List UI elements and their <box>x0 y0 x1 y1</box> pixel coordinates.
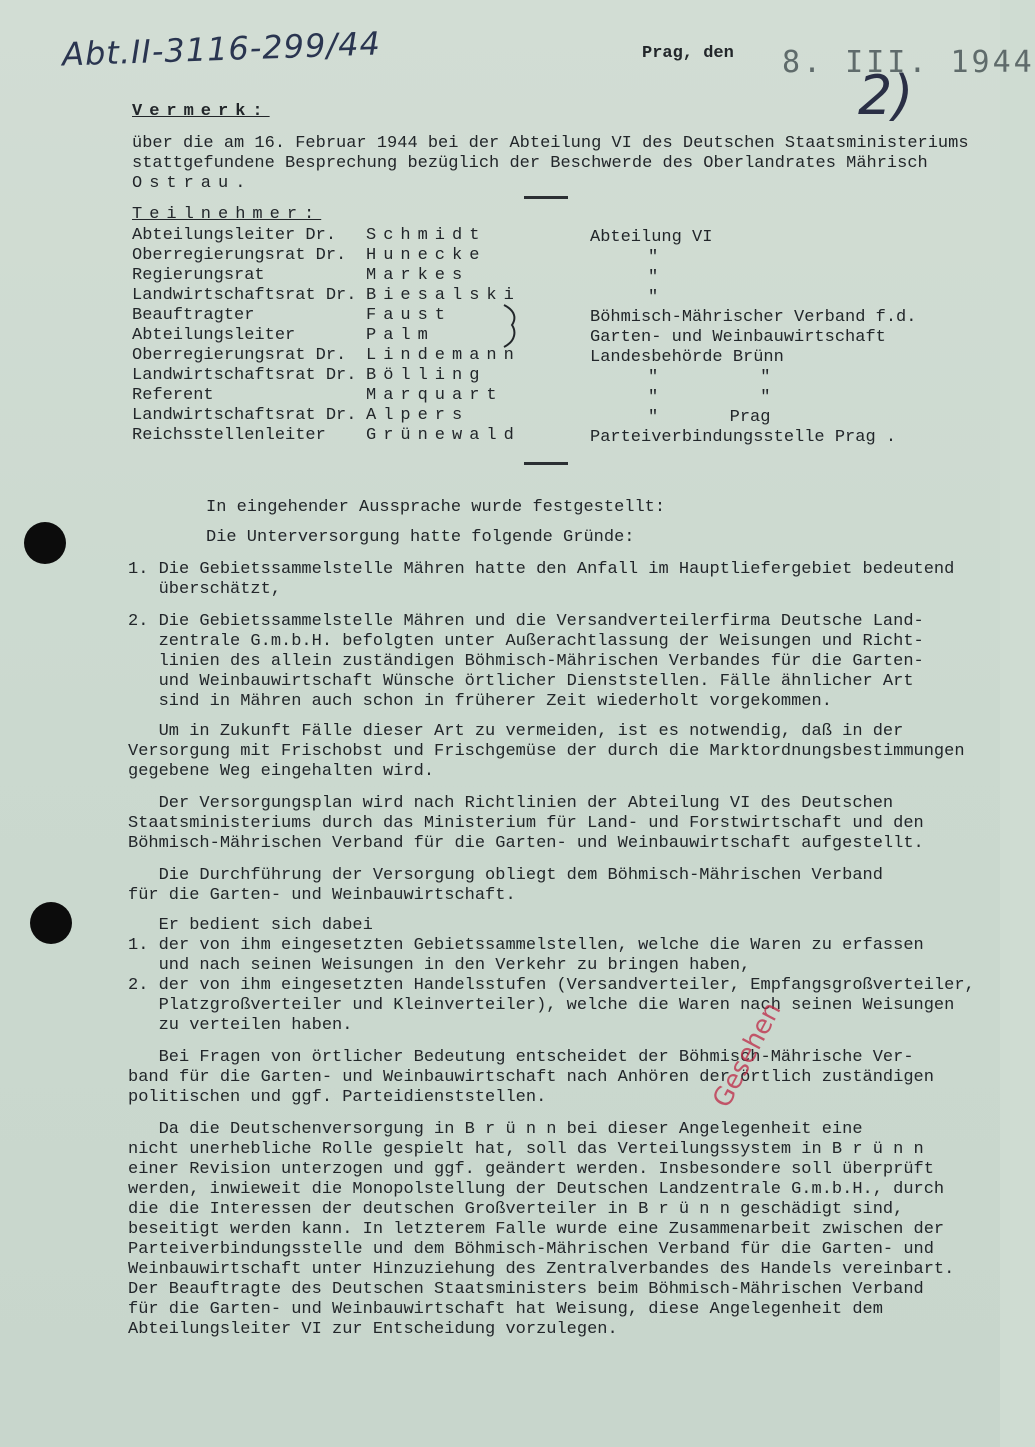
paragraph-line: für die Garten- und Weinbauwirtschaft hat Weisung, diese Angelegenheit dem <box>128 1300 883 1319</box>
participant-name: Grünewald <box>366 426 521 445</box>
participant-title: Abteilungsleiter Dr. <box>132 226 337 245</box>
participant-title: Landwirtschaftsrat Dr. <box>132 406 357 425</box>
participant-office: Garten- und Weinbauwirtschaft <box>590 328 886 347</box>
paragraph-line: politischen und ggf. Parteidienststellen. <box>128 1088 547 1107</box>
participant-name: Schmidt <box>366 226 487 245</box>
divider-2 <box>524 462 568 465</box>
paragraph-line: Weinbauwirtschaft unter Hinzuziehung des Zentralverbandes des Handels vereinbart. <box>128 1260 955 1279</box>
paragraph-line: Parteiverbindungsstelle und dem Böhmisch-Mährischen Verband für die Garten- und <box>128 1240 934 1259</box>
page-number: 2) <box>858 64 914 127</box>
paragraph-line: Um in Zukunft Fälle dieser Art zu vermeiden, ist es notwendig, daß in der <box>128 722 904 741</box>
intro-line-1: über die am 16. Februar 1944 bei der Abteilung VI des Deutschen Staatsministeriums <box>132 134 969 153</box>
participants-heading: Teilnehmer: <box>132 205 322 224</box>
participant-name: Markes <box>366 266 470 285</box>
paragraph-line: nicht unerhebliche Rolle gespielt hat, soll das Verteilungssystem in B r ü n n <box>128 1140 924 1159</box>
paragraph-line: Bei Fragen von örtlicher Bedeutung entscheidet der Böhmisch-Mährische Ver- <box>128 1048 914 1067</box>
paragraph-line: Die Durchführung der Versorgung obliegt dem Böhmisch-Mährischen Verband <box>128 866 883 885</box>
paragraph-line: zu verteilen haben. <box>128 1016 353 1035</box>
intro-line-2: stattgefundene Besprechung bezüglich der Beschwerde des Oberlandrates Mährisch <box>132 154 928 173</box>
reasons-intro: Die Unterversorgung hatte folgende Gründe: <box>206 528 635 547</box>
participant-title: Landwirtschaftsrat Dr. <box>132 286 357 305</box>
participant-office: " <box>648 248 659 267</box>
reason-2-line: sind in Mähren auch schon in früherer Zeit wiederholt vorgekommen. <box>128 692 832 711</box>
punch-hole-bottom <box>30 902 72 944</box>
reason-1-line: 1. Die Gebietssammelstelle Mähren hatte den Anfall im Hauptliefergebiet bedeutend <box>128 560 955 579</box>
participant-office: " " <box>648 368 771 387</box>
participant-title: Regierungsrat <box>132 266 265 285</box>
place-date-label: Prag, den <box>642 44 734 63</box>
paragraph-line: band für die Garten- und Weinbauwirtschaft nach Anhören der örtlich zuständigen <box>128 1068 934 1087</box>
red-stamp: Gesehen <box>707 997 788 1113</box>
paragraph-line: für die Garten- und Weinbauwirtschaft. <box>128 886 516 905</box>
participant-name: Hunecke <box>366 246 487 265</box>
paragraph-line: gegebene Weg eingehalten wird. <box>128 762 435 781</box>
paragraph-line: Abteilungsleiter VI zur Entscheidung vorzulegen. <box>128 1320 618 1339</box>
paragraph-line: 2. der von ihm eingesetzten Handelsstufen (Versandverteiler, Empfangsgroßverteiler, <box>128 976 975 995</box>
participant-name: Faust <box>366 306 453 325</box>
participant-office: Landesbehörde Brünn <box>590 348 784 367</box>
reason-2-line: linien des allein zuständigen Böhmisch-Mährischen Verbandes für die Garten- <box>128 652 924 671</box>
reason-2-line: und Weinbauwirtschaft Wünsche örtlicher Dienststellen. Fälle ähnlicher Art <box>128 672 914 691</box>
participant-title: Beauftragter <box>132 306 255 325</box>
participant-name: Palm <box>366 326 435 345</box>
paragraph-line: die die Interessen der deutschen Großverteiler in B r ü n n geschädigt sind, <box>128 1200 904 1219</box>
reason-2-line: 2. Die Gebietssammelstelle Mähren und die Versandverteilerfirma Deutsche Land- <box>128 612 924 631</box>
paragraph-line: Böhmisch-Mährischen Verband für die Garten- und Weinbauwirtschaft aufgestellt. <box>128 834 924 853</box>
participant-title: Abteilungsleiter <box>132 326 296 345</box>
participant-office: Abteilung VI <box>590 228 713 247</box>
paragraph-line: Versorgung mit Frischobst und Frischgemüse der durch die Marktordnungsbestimmungen <box>128 742 965 761</box>
divider-1 <box>524 196 568 199</box>
participant-name: Marquart <box>366 386 504 405</box>
intro-line-3: Ostrau. <box>132 174 253 193</box>
paragraph-line: 1. der von ihm eingesetzten Gebietssammelstellen, welche die Waren zu erfassen <box>128 936 924 955</box>
punch-hole-top <box>24 522 66 564</box>
paragraph-line: Er bedient sich dabei <box>128 916 373 935</box>
participant-office: " Prag <box>648 408 771 427</box>
participant-title: Reichsstellenleiter <box>132 426 326 445</box>
paragraph-line: werden, inwieweit die Monopolstellung der Deutschen Landzentrale G.m.b.H., durch <box>128 1180 945 1199</box>
participant-name: Lindemann <box>366 346 521 365</box>
participant-brace <box>500 303 524 349</box>
participant-title: Oberregierungsrat Dr. <box>132 346 347 365</box>
participant-name: Biesalski <box>366 286 521 305</box>
participant-office: " " <box>648 388 771 407</box>
finding-line: In eingehender Aussprache wurde festgestellt: <box>206 498 666 517</box>
participant-office: " <box>648 288 659 307</box>
paragraph-line: einer Revision unterzogen und ggf. geändert werden. Insbesondere soll überprüft <box>128 1160 934 1179</box>
paragraph-line: Der Versorgungsplan wird nach Richtlinien der Abteilung VI des Deutschen <box>128 794 894 813</box>
paragraph-line: Der Beauftragte des Deutschen Staatsministers beim Böhmisch-Mährischen Verband <box>128 1280 924 1299</box>
paragraph-line: Da die Deutschenversorgung in B r ü n n bei dieser Angelegenheit eine <box>128 1120 863 1139</box>
paragraph-line: beseitigt werden kann. In letzterem Falle wurde eine Zusammenarbeit zwischen der <box>128 1220 945 1239</box>
reason-2-line: zentrale G.m.b.H. befolgten unter Außerachtlassung der Weisungen und Richt- <box>128 632 924 651</box>
handwritten-reference: Abt.II-3116-299/44 <box>61 24 382 74</box>
participant-name: Bölling <box>366 366 487 385</box>
participant-title: Landwirtschaftsrat Dr. <box>132 366 357 385</box>
paragraph-line: Platzgroßverteiler und Kleinverteiler), welche die Waren nach seinen Weisungen <box>128 996 955 1015</box>
participant-office: Böhmisch-Mährischer Verband f.d. <box>590 308 917 327</box>
participant-office: Parteiverbindungsstelle Prag . <box>590 428 897 447</box>
paragraph-line: und nach seinen Weisungen in den Verkehr zu bringen haben, <box>128 956 751 975</box>
participant-name: Alpers <box>366 406 470 425</box>
participant-title: Referent <box>132 386 214 405</box>
memo-heading: Vermerk: <box>132 102 270 121</box>
reason-1-line: überschätzt, <box>128 580 282 599</box>
paragraph-line: Staatsministeriums durch das Ministerium für Land- und Forstwirtschaft und den <box>128 814 924 833</box>
date-stamp: 8. III. 1944 <box>782 45 1035 80</box>
participant-office: " <box>648 268 659 287</box>
participant-title: Oberregierungsrat Dr. <box>132 246 347 265</box>
